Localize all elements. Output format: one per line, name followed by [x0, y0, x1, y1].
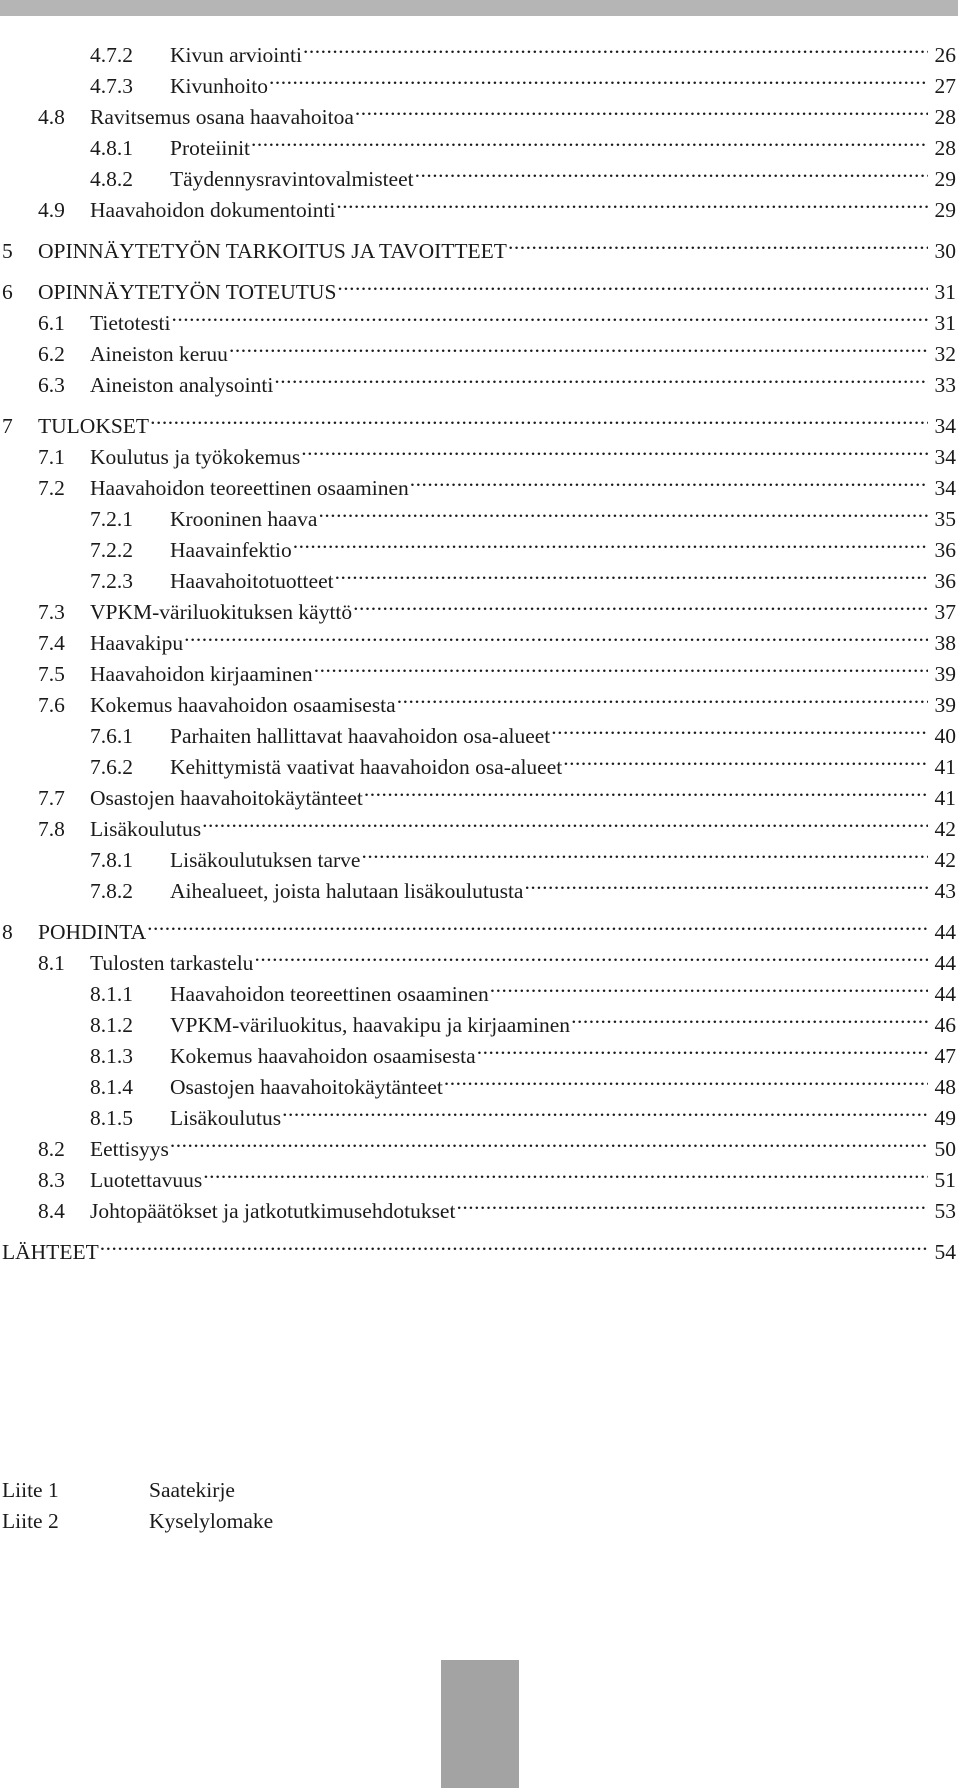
page-header-bar — [0, 0, 958, 16]
toc-entry-title: Johtopäätökset ja jatkotutkimusehdotukset — [90, 1199, 456, 1223]
toc-entry-page: 34 — [934, 476, 956, 500]
toc-entry-page: 33 — [934, 373, 956, 397]
dot-leader — [100, 1228, 928, 1259]
appendix-label: Liite 1 — [2, 1478, 59, 1502]
dot-leader — [274, 361, 928, 392]
toc-entry-page: 54 — [934, 1240, 956, 1264]
dot-leader — [254, 939, 928, 970]
dot-leader — [551, 712, 928, 743]
page-footer-block — [441, 1660, 519, 1788]
dot-leader — [524, 867, 928, 898]
toc-entry-page: 50 — [934, 1137, 956, 1161]
toc-entry-number: 4.8.1 — [90, 136, 133, 160]
toc-entry-page: 36 — [934, 569, 956, 593]
toc-entry-title: Parhaiten hallittavat haavahoidon osa-alueet — [170, 724, 551, 748]
toc-entry-number: 7.6 — [38, 693, 65, 717]
toc-entry-page: 34 — [934, 445, 956, 469]
appendix-entry — [2, 1475, 273, 1506]
dot-leader — [282, 1094, 928, 1125]
toc-entry-number: 7.2 — [38, 476, 65, 500]
dot-leader — [229, 330, 928, 361]
toc-entry-number: 8.1.1 — [90, 982, 133, 1006]
toc-entry-number: 7.2.3 — [90, 569, 133, 593]
toc-entry-title: Lisäkoulutuksen tarve — [170, 848, 361, 872]
toc-entry-page: 48 — [934, 1075, 956, 1099]
toc-entry-number: 7.4 — [38, 631, 65, 655]
toc-entry-page: 40 — [934, 724, 956, 748]
dot-leader — [563, 743, 928, 774]
toc-entry-page: 28 — [934, 105, 956, 129]
toc-entry-title: OPINNÄYTETYÖN TARKOITUS JA TAVOITTEET — [38, 239, 507, 263]
toc-entry-title: Tietotesti — [90, 311, 171, 335]
toc-entry-page: 41 — [934, 786, 956, 810]
toc-entry-title: Haavahoidon dokumentointi — [90, 198, 336, 222]
toc-entry-page: 36 — [934, 538, 956, 562]
toc-entry-title: Kivun arviointi — [170, 43, 302, 67]
dot-leader — [184, 619, 928, 650]
appendix-entry — [2, 1506, 273, 1537]
toc-entry-page: 31 — [934, 311, 956, 335]
toc-entry-number: 7.5 — [38, 662, 65, 686]
toc-entry-page: 49 — [934, 1106, 956, 1130]
dot-leader — [301, 433, 928, 464]
dot-leader — [335, 557, 928, 588]
toc-entry-title: Eettisyys — [90, 1137, 169, 1161]
toc-entry-title: Haavakipu — [90, 631, 184, 655]
toc-entry-title: Luotettavuus — [90, 1168, 203, 1192]
toc-entry[interactable] — [0, 227, 958, 263]
toc-entry-title: Krooninen haava — [170, 507, 318, 531]
dot-leader — [415, 155, 928, 186]
toc-entry-number: 4.7.2 — [90, 43, 133, 67]
toc-entry-page: 28 — [934, 136, 956, 160]
dot-leader — [364, 774, 928, 805]
toc-entry-page: 46 — [934, 1013, 956, 1037]
dot-leader — [456, 1187, 928, 1218]
toc-entry-title: LÄHTEET — [2, 1240, 99, 1264]
toc-entry-number: 7.8.1 — [90, 848, 133, 872]
dot-leader — [361, 836, 928, 867]
toc-entry-page: 32 — [934, 342, 956, 366]
toc-entry-number: 8 — [2, 920, 13, 944]
toc-entry-number: 4.9 — [38, 198, 65, 222]
appendix-label: Liite 2 — [2, 1509, 59, 1533]
toc-entry-title: Lisäkoulutus — [170, 1106, 282, 1130]
toc-entry-title: Aineiston analysointi — [90, 373, 274, 397]
dot-leader — [150, 402, 928, 433]
toc-entry-number: 8.1.3 — [90, 1044, 133, 1068]
toc-entry-number: 7.2.1 — [90, 507, 133, 531]
toc-entry-page: 42 — [934, 848, 956, 872]
toc-entry-page: 31 — [934, 280, 956, 304]
appendix-list — [2, 1475, 273, 1537]
toc-entry-number: 7.8 — [38, 817, 65, 841]
dot-leader — [318, 495, 928, 526]
toc-entry-page: 53 — [934, 1199, 956, 1223]
toc-entry-title: Kokemus haavahoidon osaamisesta — [170, 1044, 476, 1068]
toc-entry-page: 27 — [934, 74, 956, 98]
toc-entry-page: 41 — [934, 755, 956, 779]
toc-entry-title: VPKM-väriluokitus, haavakipu ja kirjaaminen — [170, 1013, 571, 1037]
toc-entry-number: 5 — [2, 239, 13, 263]
toc-entry-title: TULOKSET — [38, 414, 150, 438]
toc-entry-title: Proteiinit — [170, 136, 251, 160]
toc-entry-number: 7.2.2 — [90, 538, 133, 562]
toc-entry-number: 7 — [2, 414, 13, 438]
toc-entry-number: 8.4 — [38, 1199, 65, 1223]
toc-entry-page: 51 — [934, 1168, 956, 1192]
toc-entry-page: 44 — [934, 982, 956, 1006]
toc-entry-title: Haavainfektio — [170, 538, 292, 562]
toc-entry-title: Aineiston keruu — [90, 342, 228, 366]
toc-entry-title: POHDINTA — [38, 920, 147, 944]
toc-entry-title: Tulosten tarkastelu — [90, 951, 254, 975]
toc-entry-number: 7.6.1 — [90, 724, 133, 748]
dot-leader — [202, 805, 928, 836]
toc-entry-title: Kivunhoito — [170, 74, 268, 98]
dot-leader — [571, 1001, 928, 1032]
toc-entry-title: Haavahoidon teoreettinen osaaminen — [170, 982, 489, 1006]
appendix-title: Kyselylomake — [149, 1509, 274, 1533]
toc-entry-page: 35 — [934, 507, 956, 531]
toc-entry-number: 7.6.2 — [90, 755, 133, 779]
dot-leader — [170, 1125, 928, 1156]
toc-entry-number: 7.3 — [38, 600, 65, 624]
toc-entry-page: 42 — [934, 817, 956, 841]
dot-leader — [353, 588, 928, 619]
dot-leader — [397, 681, 928, 712]
dot-leader — [410, 464, 928, 495]
toc-entry-title: Ravitsemus osana haavahoitoa — [90, 105, 354, 129]
toc-entry-title: Lisäkoulutus — [90, 817, 202, 841]
toc-entry-page: 39 — [934, 662, 956, 686]
toc-entry[interactable] — [0, 1228, 958, 1264]
toc-entry-page: 43 — [934, 879, 956, 903]
toc-entry-title: VPKM-väriluokituksen käyttö — [90, 600, 353, 624]
toc-entry-number: 6.1 — [38, 311, 65, 335]
dot-leader — [147, 908, 928, 939]
dot-leader — [444, 1063, 928, 1094]
toc-entry-title: OPINNÄYTETYÖN TOTEUTUS — [38, 280, 337, 304]
toc-entry[interactable] — [0, 268, 958, 304]
dot-leader — [314, 650, 928, 681]
toc-entry-number: 6.3 — [38, 373, 65, 397]
toc-entry-number: 7.7 — [38, 786, 65, 810]
toc-entry-number: 8.1.4 — [90, 1075, 133, 1099]
dot-leader — [269, 62, 928, 93]
table-of-contents — [0, 31, 958, 1264]
dot-leader — [303, 31, 928, 62]
toc-entry-page: 38 — [934, 631, 956, 655]
toc-entry-number: 4.7.3 — [90, 74, 133, 98]
appendix-title: Saatekirje — [149, 1478, 235, 1502]
toc-entry-page: 44 — [934, 951, 956, 975]
toc-entry-number: 4.8.2 — [90, 167, 133, 191]
toc-entry-page: 44 — [934, 920, 956, 944]
toc-entry-page: 47 — [934, 1044, 956, 1068]
toc-entry-number: 8.1.5 — [90, 1106, 133, 1130]
toc-entry[interactable] — [0, 402, 958, 438]
toc-entry-number: 6 — [2, 280, 13, 304]
toc-entry[interactable] — [0, 908, 958, 944]
toc-entry-page: 34 — [934, 414, 956, 438]
toc-entry-number: 8.1 — [38, 951, 65, 975]
dot-leader — [337, 268, 928, 299]
toc-entry-number: 8.3 — [38, 1168, 65, 1192]
toc-entry-title: Koulutus ja työkokemus — [90, 445, 301, 469]
toc-entry-page: 37 — [934, 600, 956, 624]
dot-leader — [490, 970, 928, 1001]
toc-entry-page: 30 — [934, 239, 956, 263]
dot-leader — [293, 526, 928, 557]
toc-entry-number: 7.1 — [38, 445, 65, 469]
dot-leader — [477, 1032, 928, 1063]
toc-entry-title: Kokemus haavahoidon osaamisesta — [90, 693, 396, 717]
toc-entry-number: 7.8.2 — [90, 879, 133, 903]
dot-leader — [336, 186, 928, 217]
toc-entry-number: 8.1.2 — [90, 1013, 133, 1037]
toc-entry-title: Haavahoidon teoreettinen osaaminen — [90, 476, 409, 500]
toc-entry-title: Osastojen haavahoitokäytänteet — [90, 786, 363, 810]
dot-leader — [171, 299, 928, 330]
toc-entry-page: 26 — [934, 43, 956, 67]
dot-leader — [251, 124, 928, 155]
dot-leader — [203, 1156, 928, 1187]
toc-entry-title: Täydennysravintovalmisteet — [170, 167, 414, 191]
toc-entry[interactable] — [0, 31, 958, 67]
toc-entry-number: 6.2 — [38, 342, 65, 366]
toc-entry-title: Haavahoitotuotteet — [170, 569, 334, 593]
toc-entry-number: 8.2 — [38, 1137, 65, 1161]
toc-entry-title: Haavahoidon kirjaaminen — [90, 662, 313, 686]
toc-entry-title: Aihealueet, joista halutaan lisäkoulutusta — [170, 879, 524, 903]
toc-entry-page: 29 — [934, 198, 956, 222]
toc-entry-number: 4.8 — [38, 105, 65, 129]
dot-leader — [508, 227, 928, 258]
dot-leader — [355, 93, 928, 124]
toc-entry-title: Kehittymistä vaativat haavahoidon osa-alueet — [170, 755, 563, 779]
toc-entry-title: Osastojen haavahoitokäytänteet — [170, 1075, 443, 1099]
toc-entry-page: 29 — [934, 167, 956, 191]
toc-entry-page: 39 — [934, 693, 956, 717]
